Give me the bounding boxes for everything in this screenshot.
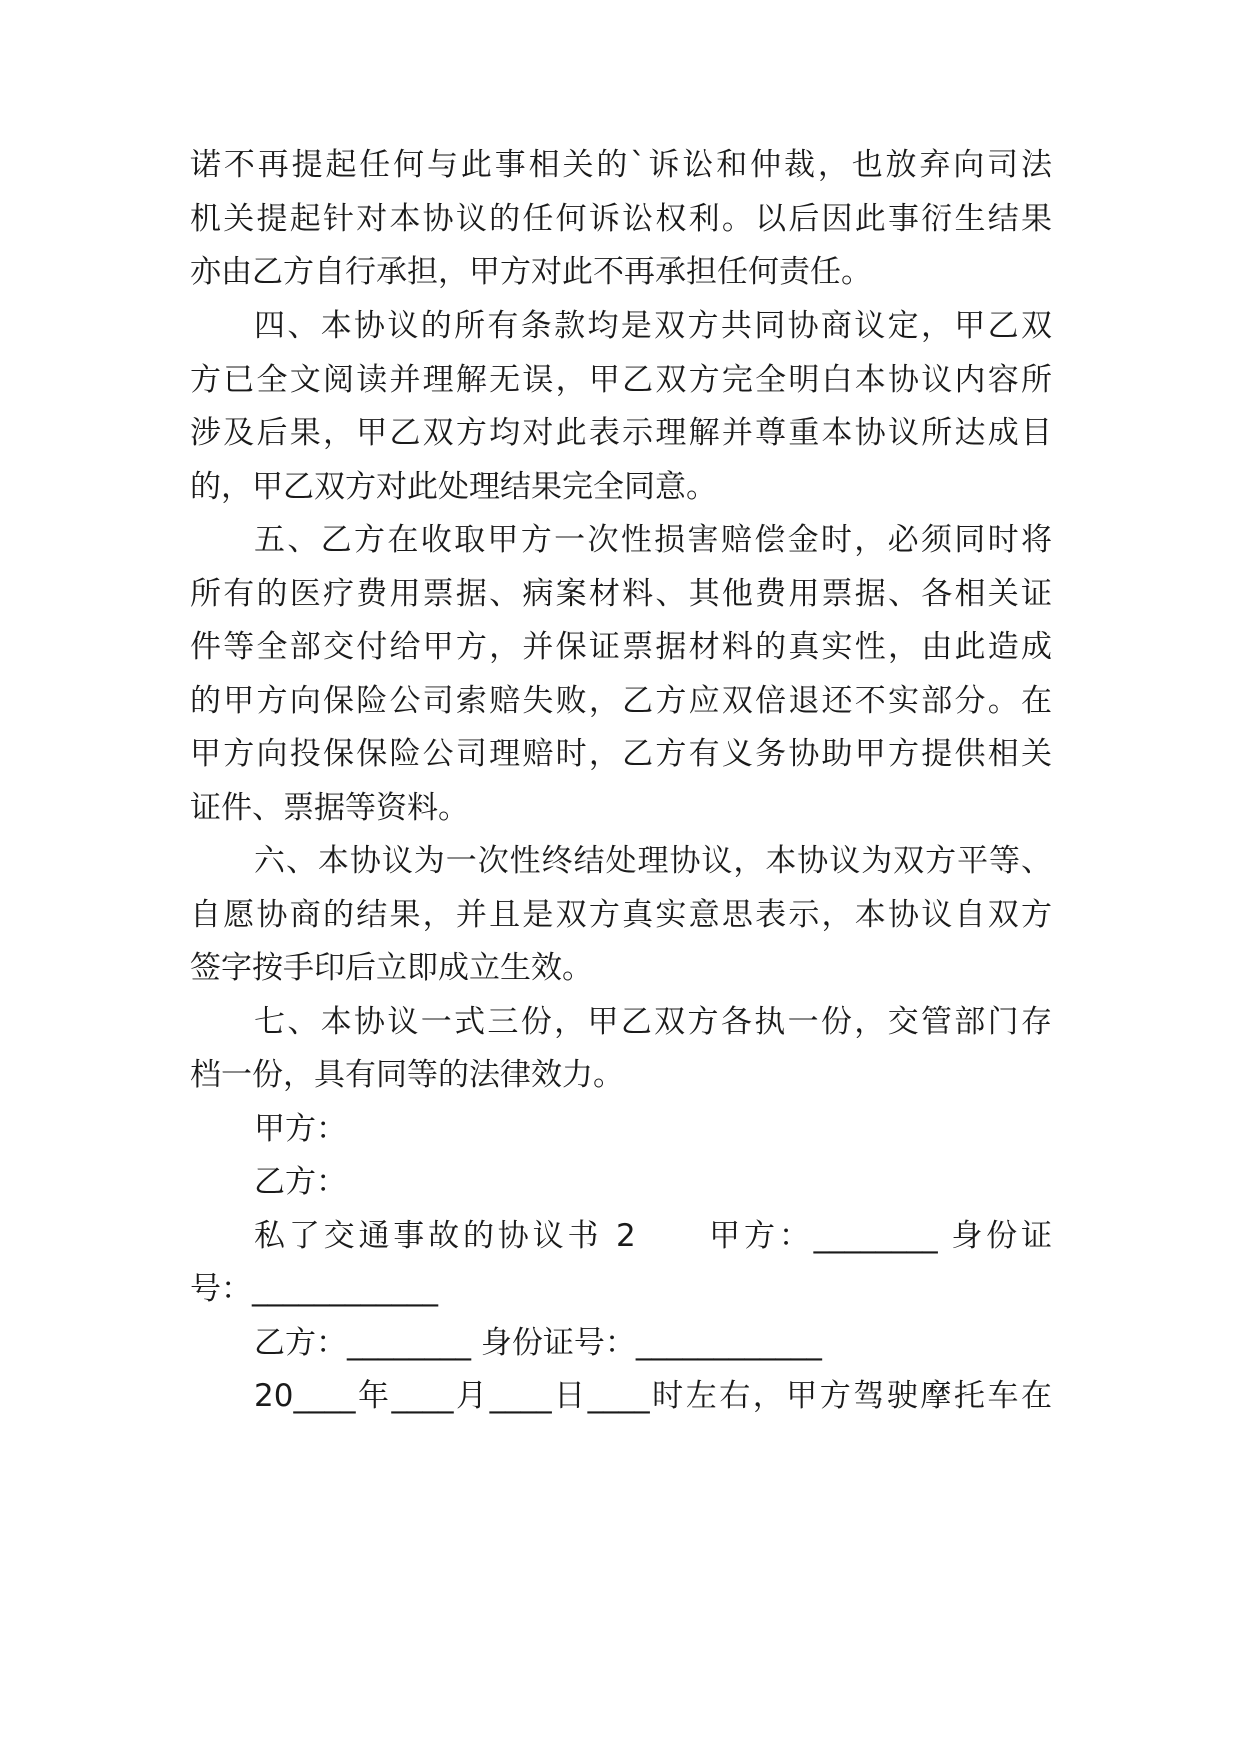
- agreement2-id-line: 号：____________: [190, 1271, 438, 1307]
- clause7-line-1: 七、本协议一式三份，甲乙双方各执一份，交管部门存: [254, 1004, 1052, 1040]
- clause4-line-2: 方已全文阅读并理解无误，甲乙双方完全明白本协议内容所: [190, 362, 1052, 398]
- agreement2-date-line: 20____年____月____日____时左右，甲方驾驶摩托车在: [254, 1378, 1052, 1414]
- clause5-line-6: 证件、票据等资料。: [190, 790, 469, 826]
- clause6-line-1: 六、本协议为一次性终结处理协议，本协议为双方平等、: [254, 843, 1052, 879]
- clause5-line-2: 所有的医疗费用票据、病案材料、其他费用票据、各相关证: [190, 576, 1052, 612]
- clause7-line-2: 档一份，具有同等的法律效力。: [190, 1057, 624, 1093]
- clause3-line-2: 机关提起针对本协议的任何诉讼权利。以后因此事衍生结果: [190, 201, 1052, 237]
- signature-party-a: 甲方：: [254, 1111, 347, 1147]
- agreement2-party-b-line: 乙方：________ 身份证号：____________: [254, 1325, 822, 1361]
- signature-party-b: 乙方：: [254, 1164, 347, 1200]
- clause3-line-3: 亦由乙方自行承担，甲方对此不再承担任何责任。: [190, 254, 872, 290]
- clause4-line-4: 的，甲乙双方对此处理结果完全同意。: [190, 469, 717, 505]
- clause3-line-1: 诺不再提起任何与此事相关的`诉讼和仲裁，也放弃向司法: [190, 147, 1052, 183]
- clause4-line-1: 四、本协议的所有条款均是双方共同协商议定，甲乙双: [254, 308, 1052, 344]
- clause6-line-2: 自愿协商的结果，并且是双方真实意思表示，本协议自双方: [190, 897, 1052, 933]
- clause5-line-4: 的甲方向保险公司索赔失败，乙方应双倍退还不实部分。在: [190, 683, 1052, 719]
- clause4-line-3: 涉及后果，甲乙双方均对此表示理解并尊重本协议所达成目: [190, 415, 1052, 451]
- agreement2-heading-line: 私了交通事故的协议书 2 甲方：________ 身份证: [254, 1218, 1052, 1254]
- clause6-line-3: 签字按手印后立即成立生效。: [190, 950, 593, 986]
- clause5-line-3: 件等全部交付给甲方，并保证票据材料的真实性，由此造成: [190, 629, 1052, 665]
- clause5-line-1: 五、乙方在收取甲方一次性损害赔偿金时，必须同时将: [254, 522, 1052, 558]
- clause5-line-5: 甲方向投保保险公司理赔时，乙方有义务协助甲方提供相关: [190, 736, 1052, 772]
